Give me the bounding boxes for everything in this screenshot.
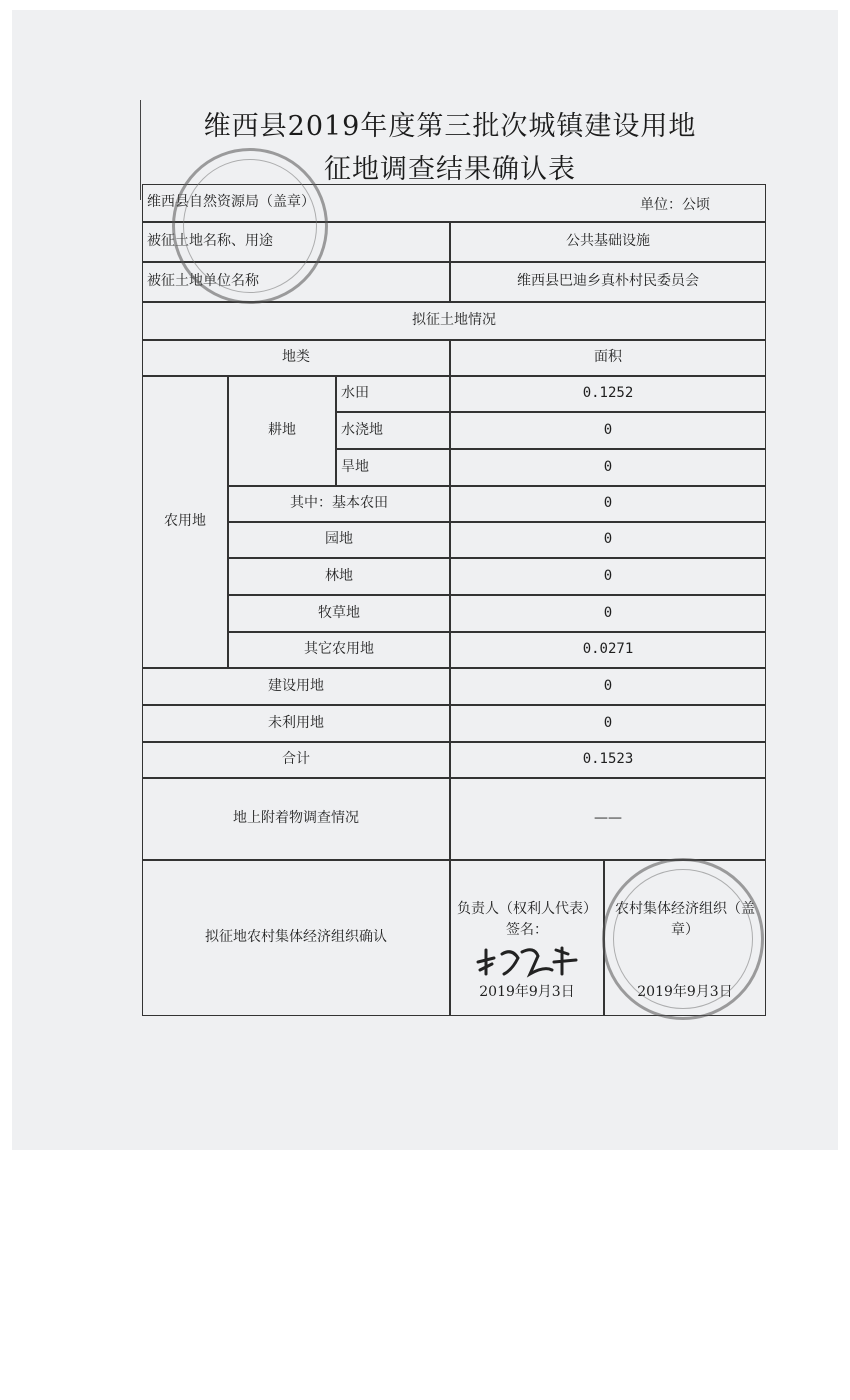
column-header-type-label: 地类 bbox=[282, 349, 310, 366]
basic-farmland-label-cell bbox=[228, 486, 450, 522]
confirmation-form bbox=[142, 184, 766, 1016]
total-value: 0.1523 bbox=[582, 751, 634, 768]
column-header-type bbox=[142, 340, 450, 376]
dry-label-cell bbox=[336, 449, 450, 486]
construction-value: 0 bbox=[603, 677, 613, 694]
garden-value-cell bbox=[450, 522, 766, 558]
org-cell bbox=[604, 860, 766, 1016]
farmland-cell bbox=[142, 376, 228, 668]
document-subtitle: 征地调查结果确认表 bbox=[324, 154, 576, 185]
signer-label: 负责人（权利人代表）签名： bbox=[457, 901, 597, 938]
construction-label-cell bbox=[142, 668, 450, 705]
total-label: 合计 bbox=[282, 751, 310, 768]
column-header-area-label: 面积 bbox=[594, 349, 622, 366]
forest-value: 0 bbox=[603, 567, 613, 584]
unused-value: 0 bbox=[603, 714, 613, 731]
unused-label: 未利用地 bbox=[268, 714, 324, 731]
pasture-value: 0 bbox=[603, 604, 613, 621]
farmland-label: 农用地 bbox=[164, 513, 206, 530]
construction-label: 建设用地 bbox=[268, 677, 324, 694]
confirmation-label-cell bbox=[142, 860, 450, 1016]
paddy-value-cell bbox=[450, 376, 766, 412]
attachments-value: —— bbox=[594, 810, 622, 827]
forest-label-cell bbox=[228, 558, 450, 595]
total-value-cell bbox=[450, 742, 766, 778]
column-header-area bbox=[450, 340, 766, 376]
construction-value-cell bbox=[450, 668, 766, 705]
garden-value: 0 bbox=[603, 531, 613, 548]
dry-value-cell bbox=[450, 449, 766, 486]
basic-farmland-value-cell bbox=[450, 486, 766, 522]
org-label: 农村集体经济组织（盖章） bbox=[615, 901, 755, 938]
garden-label: 园地 bbox=[325, 531, 353, 548]
basic-farmland-value: 0 bbox=[603, 495, 613, 512]
land-name-label-cell bbox=[142, 222, 450, 262]
other-farm-value: 0.0271 bbox=[582, 641, 634, 658]
section-heading-cell bbox=[142, 302, 766, 340]
unit-label: 单位：公顷 bbox=[640, 197, 710, 213]
unused-value-cell bbox=[450, 705, 766, 742]
attachments-label-cell bbox=[142, 778, 450, 860]
attachments-label: 地上附着物调查情况 bbox=[233, 810, 359, 827]
irrigated-value-cell bbox=[450, 412, 766, 449]
irrigated-label: 水浇地 bbox=[341, 421, 383, 438]
section-heading: 拟征土地情况 bbox=[412, 312, 496, 329]
dry-label: 旱地 bbox=[341, 458, 369, 475]
forest-value-cell bbox=[450, 558, 766, 595]
garden-label-cell bbox=[228, 522, 450, 558]
agency-label: 维西县自然资源局（盖章） bbox=[147, 194, 315, 211]
attachments-value-cell bbox=[450, 778, 766, 860]
owner-label-cell bbox=[142, 262, 450, 302]
irrigated-label-cell bbox=[336, 412, 450, 449]
irrigated-value: 0 bbox=[603, 421, 613, 438]
owner-label: 被征土地单位名称 bbox=[147, 273, 259, 290]
arable-cell bbox=[228, 376, 336, 486]
owner-value-cell bbox=[450, 262, 766, 302]
pasture-label: 牧草地 bbox=[318, 604, 360, 621]
other-farm-value-cell bbox=[450, 632, 766, 668]
owner-value: 维西县巴迪乡真朴村民委员会 bbox=[517, 273, 699, 290]
pasture-label-cell bbox=[228, 595, 450, 632]
other-farm-label: 其它农用地 bbox=[304, 641, 374, 658]
paddy-value: 0.1252 bbox=[582, 385, 634, 402]
signer-cell bbox=[450, 860, 604, 1016]
pasture-value-cell bbox=[450, 595, 766, 632]
forest-label: 林地 bbox=[325, 567, 353, 584]
signer-date: 2019年9月3日 bbox=[479, 984, 575, 1001]
document-title: 维西县2019年度第三批次城镇建设用地 bbox=[203, 111, 697, 142]
other-farm-label-cell bbox=[228, 632, 450, 668]
confirmation-label: 拟征地农村集体经济组织确认 bbox=[205, 929, 387, 946]
land-name-value: 公共基础设施 bbox=[566, 233, 650, 250]
total-label-cell bbox=[142, 742, 450, 778]
basic-farmland-label: 其中：基本农田 bbox=[290, 495, 388, 512]
arable-label: 耕地 bbox=[268, 422, 296, 439]
paddy-label-cell bbox=[336, 376, 450, 412]
dry-value: 0 bbox=[603, 458, 613, 475]
unused-label-cell bbox=[142, 705, 450, 742]
land-name-value-cell bbox=[450, 222, 766, 262]
paddy-label: 水田 bbox=[341, 385, 369, 402]
org-date: 2019年9月3日 bbox=[637, 984, 733, 1001]
land-name-label: 被征土地名称、用途 bbox=[147, 233, 273, 250]
